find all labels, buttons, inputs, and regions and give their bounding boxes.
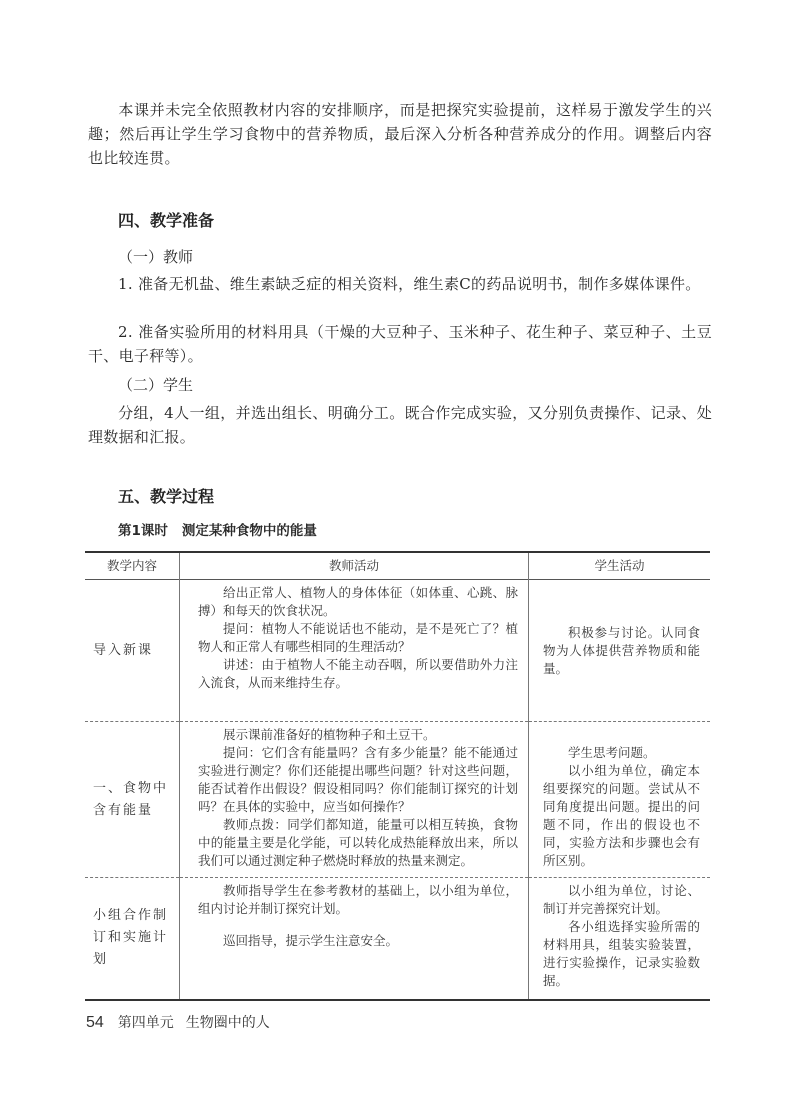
footer-unit-title: 生物圈中的人 xyxy=(185,1015,270,1031)
row-student-activity xyxy=(529,878,711,1000)
footer-unit: 第四单元 xyxy=(117,1015,174,1031)
section5-heading: 五、教学过程 xyxy=(118,487,215,506)
header-student: 学生活动 xyxy=(529,552,711,580)
student-text: 分组，4人一组，并选出组长、明确分工。既合作完成实验，又分别负责操作、记录、处理数据和汇报。 xyxy=(88,404,712,446)
teacher-item-1 xyxy=(88,272,712,296)
teacher-item-2-text: 2. 准备实验所用的材料用具（干燥的大豆种子、玉米种子、花生种子、菜豆种子、土豆干、电子秤等）。 xyxy=(88,323,712,365)
teacher-item-2 xyxy=(88,320,712,368)
lesson-label: 第1课时 xyxy=(118,523,168,539)
student-activity-text: 以小组为单位，确定本组要探究的问题。尝试从不同角度提出问题。提出的问题不同，作出的假设也不同，实验方法和步骤也会有所区别。 xyxy=(543,763,700,868)
lesson-title xyxy=(118,519,317,539)
teacher-activity-text: 讲述：由于植物人不能主动吞咽，所以要借助外力注入流食，从而来维持生存。 xyxy=(198,657,518,690)
row-teacher-activity xyxy=(180,580,529,722)
table-row xyxy=(85,580,710,722)
row-student-activity xyxy=(529,580,711,722)
table-row xyxy=(85,722,710,878)
student-activity-text: 积极参与讨论。认同食物为人体提供营养物质和能量。 xyxy=(543,624,700,676)
teacher-subheading: （一）教师 xyxy=(118,248,194,266)
intro-paragraph xyxy=(88,98,712,170)
table-row xyxy=(85,878,710,1000)
header-teacher: 教师活动 xyxy=(180,552,529,580)
intro-text: 本课并未完全依照教材内容的安排顺序，而是把探究实验提前，这样易于激发学生的兴趣；然后再让学生学习食物中的营养物质，最后深入分析各种营养成分的作用。调整后内容也比较连贯。 xyxy=(88,101,712,167)
row-student-activity xyxy=(529,722,711,878)
teacher-activity-text: 巡回指导，提示学生注意安全。 xyxy=(223,933,399,948)
header-content: 教学内容 xyxy=(106,558,157,573)
teacher-activity-text: 教师点拨：同学们都知道，能量可以相互转换，食物中的能量主要是化学能，可以转化成热能释放出来，所以我们可以通过测定种子燃烧时释放的热量来测定。 xyxy=(198,817,518,868)
teacher-item-1-text: 1. 准备无机盐、维生素缺乏症的相关资料，维生素C的药品说明书，制作多媒体课件。 xyxy=(118,275,701,293)
row-teacher-activity xyxy=(180,878,529,1000)
student-activity-text: 以小组为单位，讨论、制订并完善探究计划。 xyxy=(543,883,700,916)
teacher-activity-text: 给出正常人、植物人的身体体征（如体重、心跳、脉搏）和每天的饮食状况。 xyxy=(198,585,518,618)
teaching-process-table xyxy=(85,551,710,1001)
teacher-activity-text: 展示课前准备好的植物种子和土豆干。 xyxy=(223,727,436,742)
page-number: 54 xyxy=(86,1014,104,1031)
row-content: 一、食物中含有能量 xyxy=(93,780,169,818)
row-content: 小组合作制订和实施计划 xyxy=(93,908,169,968)
table-header-row xyxy=(85,552,710,580)
lesson-name: 测定某种食物中的能量 xyxy=(181,523,317,539)
teacher-activity-text: 提问：它们含有能量吗？含有多少能量？能不能通过实验进行测定？你们还能提出哪些问题？针对这些问题，能否试着作出假设？假设相同吗？你们能制订探究的计划吗？在具体的实验中，应当如何操作？ xyxy=(198,745,518,814)
row-content: 导入新课 xyxy=(93,642,154,658)
teacher-activity-text: 提问：植物人不能说话也不能动，是不是死亡了？植物人和正常人有哪些相同的生理活动？ xyxy=(198,621,518,654)
student-activity-text: 学生思考问题。 xyxy=(568,745,656,760)
row-teacher-activity xyxy=(180,722,529,878)
student-subheading: （二）学生 xyxy=(118,376,194,394)
student-paragraph xyxy=(88,401,712,449)
student-activity-text: 各小组选择实验所需的材料用具，组装实验装置，进行实验操作，记录实验数据。 xyxy=(543,919,700,988)
section4-heading: 四、教学准备 xyxy=(118,211,215,230)
teacher-activity-text: 教师指导学生在参考教材的基础上，以小组为单位，组内讨论并制订探究计划。 xyxy=(198,883,518,916)
page-footer xyxy=(86,1012,270,1032)
